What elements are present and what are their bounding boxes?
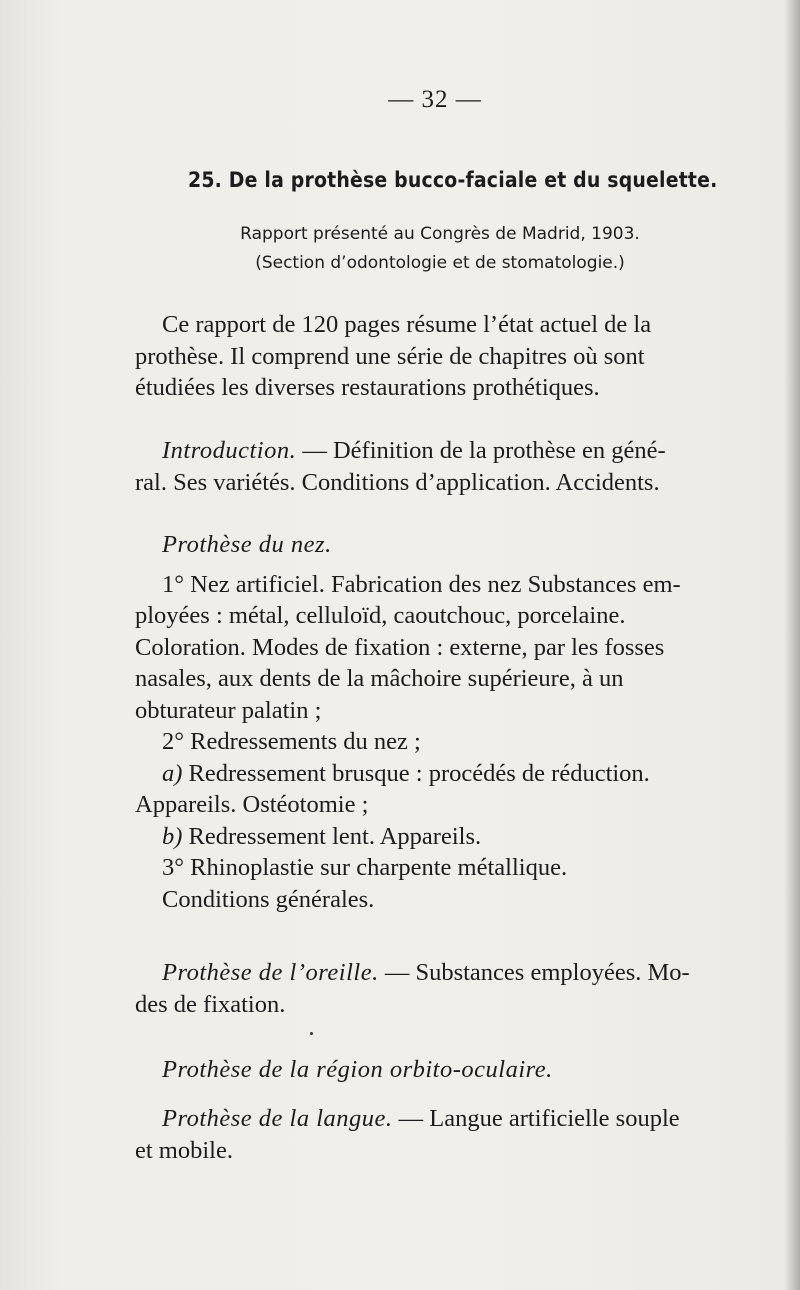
nez-line: Redressement brusque : procédés de réduction. — [182, 759, 650, 787]
intro-paragraph — [135, 309, 728, 404]
nez-heading: Prothèse du nez. — [162, 531, 332, 558]
oreille-text: — Substances employées. Mo- — [378, 959, 690, 986]
orbito-paragraph — [135, 1054, 728, 1086]
introduction-paragraph — [135, 435, 728, 498]
oreille-paragraph — [135, 957, 728, 1020]
ink-speck — [310, 1032, 313, 1035]
langue-paragraph — [135, 1103, 728, 1166]
langue-heading: Prothèse de la langue. — [162, 1105, 393, 1132]
langue-line: et mobile. — [135, 1136, 233, 1164]
orbito-heading: Prothèse de la région orbito-oculaire. — [162, 1056, 553, 1083]
nez-line: Conditions générales. — [162, 885, 375, 913]
nez-line: Appareils. Ostéotomie ; — [135, 791, 369, 818]
nez-line: 3° Rhinoplastie sur charpente métallique. — [162, 854, 568, 881]
nez-line: 2° Redressements du nez ; — [162, 728, 421, 755]
nez-label-a: a) — [162, 759, 183, 787]
nez-line: Redressement lent. Appareils. — [182, 822, 482, 850]
langue-text: — Langue artificielle souple — [392, 1105, 680, 1132]
subtitle-section: (Section d’odontologie et de stomatologie.) — [255, 253, 625, 273]
nez-section — [135, 529, 728, 915]
oreille-heading: Prothèse de l’oreille. — [162, 959, 379, 986]
nez-line: Coloration. Modes de fixation : externe, par les fosses — [135, 633, 665, 661]
intro-line: étudiées les diverses restaurations prothétiques. — [135, 374, 600, 401]
subtitle-report: Rapport présenté au Congrès de Madrid, 1903. — [240, 224, 640, 244]
nez-line: ployées : métal, celluloïd, caoutchouc, porcelaine. — [135, 602, 626, 629]
introduction-heading: Introduction. — [162, 437, 297, 464]
oreille-line: des de fixation. — [135, 990, 286, 1018]
page-edge-shadow — [784, 0, 800, 1290]
nez-line: 1° Nez artificiel. Fabrication des nez Substances em- — [162, 570, 681, 598]
introduction-line: ral. Ses variétés. Conditions d’application. Accidents. — [135, 468, 660, 496]
introduction-text: — Définition de la prothèse en géné- — [296, 437, 666, 464]
section-title: 25. De la prothèse bucco-faciale et du squelette. — [188, 168, 718, 192]
nez-label-b: b) — [162, 822, 183, 850]
intro-line: Ce rapport de 120 pages résume l’état actuel de la — [162, 311, 652, 338]
page-number: — 32 — — [388, 86, 482, 113]
intro-line: prothèse. Il comprend une série de chapitres où sont — [135, 342, 645, 370]
nez-line: nasales, aux dents de la mâchoire supérieure, à un — [135, 665, 624, 692]
nez-line: obturateur palatin ; — [135, 696, 322, 724]
